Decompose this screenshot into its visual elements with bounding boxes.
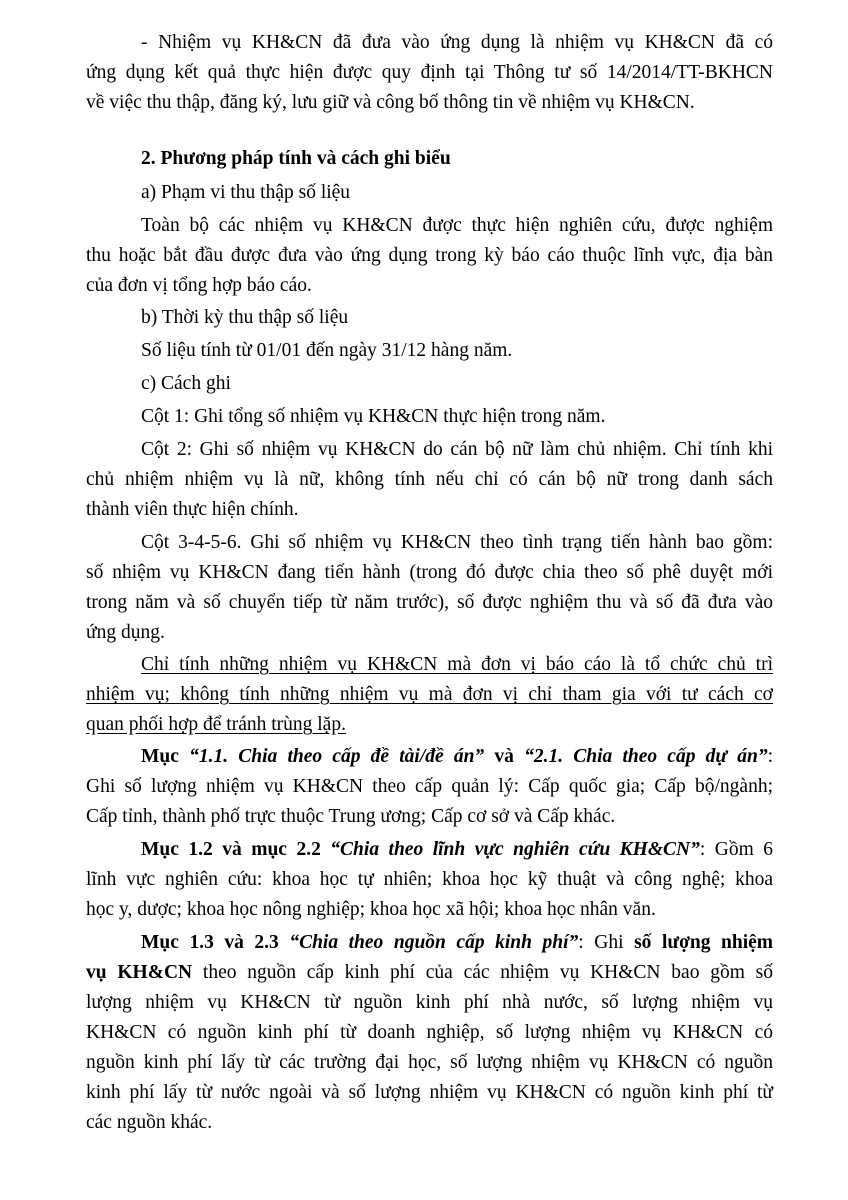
paragraph-scope-line: Toàn bộ các nhiệm vụ KH&CN được thực hiện nghiên cứu, được nghiệm	[141, 215, 773, 236]
note-underlined-line: nhiệm vụ; không tính những nhiệm vụ mà đơn vị chỉ tham gia với tư cách cơ	[86, 684, 773, 705]
note-underlined-line: quan phối hợp để tránh trùng lặp.	[86, 714, 346, 735]
muc-colon: :	[767, 746, 774, 767]
muc-title: “Chia theo lĩnh vực nghiên cứu KH&CN”	[330, 839, 700, 860]
subsection-c-label: c) Cách ghi	[141, 373, 231, 394]
subsection-b-label: b) Thời kỳ thu thập số liệu	[141, 307, 349, 328]
muc-title: “Chia theo nguồn cấp kinh phí”	[289, 932, 579, 953]
paragraph-scope-line: thu hoặc bắt đầu được đưa vào ứng dụng trong kỳ báo cáo thuộc lĩnh vực, địa bàn	[86, 245, 773, 266]
muc-conjunction: và	[484, 746, 525, 767]
muc-1-1-heading	[86, 744, 773, 770]
section-heading: 2. Phương pháp tính và cách ghi biểu	[141, 148, 451, 169]
muc-1-2-text-line: lĩnh vực nghiên cứu: khoa học tự nhiên; khoa học kỹ thuật và công nghệ; khoa	[86, 869, 773, 890]
paragraph-cot3456-line: ứng dụng.	[86, 622, 165, 643]
paragraph-definition-line: ứng dụng kết quả thực hiện được quy định tại Thông tư số 14/2014/TT-BKHCN	[86, 62, 773, 83]
subsection-a-label: a) Phạm vi thu thập số liệu	[141, 182, 351, 203]
paragraph-cot2-line: chủ nhiệm nhiệm vụ là nữ, không tính nếu chỉ có cán bộ nữ trong danh sách	[86, 469, 773, 490]
muc-title: “2.1. Chia theo cấp dự án”	[524, 746, 768, 767]
muc-1-3-text-line: kinh phí lấy từ nước ngoài và số lượng nhiệm vụ KH&CN có nguồn kinh phí từ	[86, 1082, 773, 1103]
muc-label: Mục 1.3 và 2.3	[141, 932, 290, 953]
paragraph-cot3456-line: trong năm và số chuyển tiếp từ năm trước), số được nghiệm thu và số đã đưa vào	[86, 592, 773, 613]
muc-1-3-heading	[86, 930, 773, 956]
muc-bold-text: số lượng nhiệm	[634, 932, 774, 953]
muc-1-1-text-line: Cấp tỉnh, thành phố trực thuộc Trung ương; Cấp cơ sở và Cấp khác.	[86, 806, 616, 827]
note-underlined-line: Chỉ tính những nhiệm vụ KH&CN mà đơn vị báo cáo là tổ chức chủ trì	[141, 654, 773, 675]
muc-label: Mục 1.2 và mục 2.2	[141, 839, 331, 860]
muc-1-3-text-line: các nguồn khác.	[86, 1112, 213, 1133]
paragraph-definition-line: - Nhiệm vụ KH&CN đã đưa vào ứng dụng là nhiệm vụ KH&CN đã có	[141, 32, 773, 53]
muc-1-1-text-line: Ghi số lượng nhiệm vụ KH&CN theo cấp quản lý: Cấp quốc gia; Cấp bộ/ngành;	[86, 776, 773, 797]
paragraph-cot2-line: Cột 2: Ghi số nhiệm vụ KH&CN do cán bộ nữ làm chủ nhiệm. Chỉ tính khi	[141, 439, 773, 460]
paragraph-definition-line: về việc thu thập, đăng ký, lưu giữ và công bố thông tin về nhiệm vụ KH&CN.	[86, 92, 695, 113]
muc-1-3-text-line: nguồn kinh phí lấy từ các trường đại học, số lượng nhiệm vụ KH&CN có nguồn	[86, 1052, 773, 1073]
paragraph-cot1: Cột 1: Ghi tổng số nhiệm vụ KH&CN thực hiện trong năm.	[141, 406, 606, 427]
muc-text: : Gồm 6	[699, 839, 773, 860]
paragraph-scope-line: của đơn vị tổng hợp báo cáo.	[86, 275, 312, 296]
muc-title: “1.1. Chia theo cấp đề tài/đề án”	[189, 746, 485, 767]
muc-text: : Ghi	[578, 932, 635, 953]
muc-bold-text: vụ KH&CN	[86, 962, 193, 983]
paragraph-period: Số liệu tính từ 01/01 đến ngày 31/12 hàng năm.	[141, 340, 513, 361]
muc-1-2-text-line: học y, dược; khoa học nông nghiệp; khoa học xã hội; khoa học nhân văn.	[86, 899, 656, 920]
muc-1-3-text-line	[86, 960, 773, 986]
muc-1-3-text-line: lượng nhiệm vụ KH&CN từ nguồn kinh phí nhà nước, số lượng nhiệm vụ	[86, 992, 773, 1013]
paragraph-cot2-line: thành viên thực hiện chính.	[86, 499, 299, 520]
muc-label: Mục	[141, 746, 190, 767]
paragraph-cot3456-line: Cột 3-4-5-6. Ghi số nhiệm vụ KH&CN theo tình trạng tiến hành bao gồm:	[141, 532, 773, 553]
muc-1-3-text-line: KH&CN có nguồn kinh phí từ doanh nghiệp, số lượng nhiệm vụ KH&CN có	[86, 1022, 773, 1043]
muc-text: theo nguồn cấp kinh phí của các nhiệm vụ KH&CN bao gồm số	[192, 962, 773, 983]
paragraph-cot3456-line: số nhiệm vụ KH&CN đang tiến hành (trong đó được chia theo số phê duyệt mới	[86, 562, 773, 583]
muc-1-2-heading	[86, 837, 773, 863]
